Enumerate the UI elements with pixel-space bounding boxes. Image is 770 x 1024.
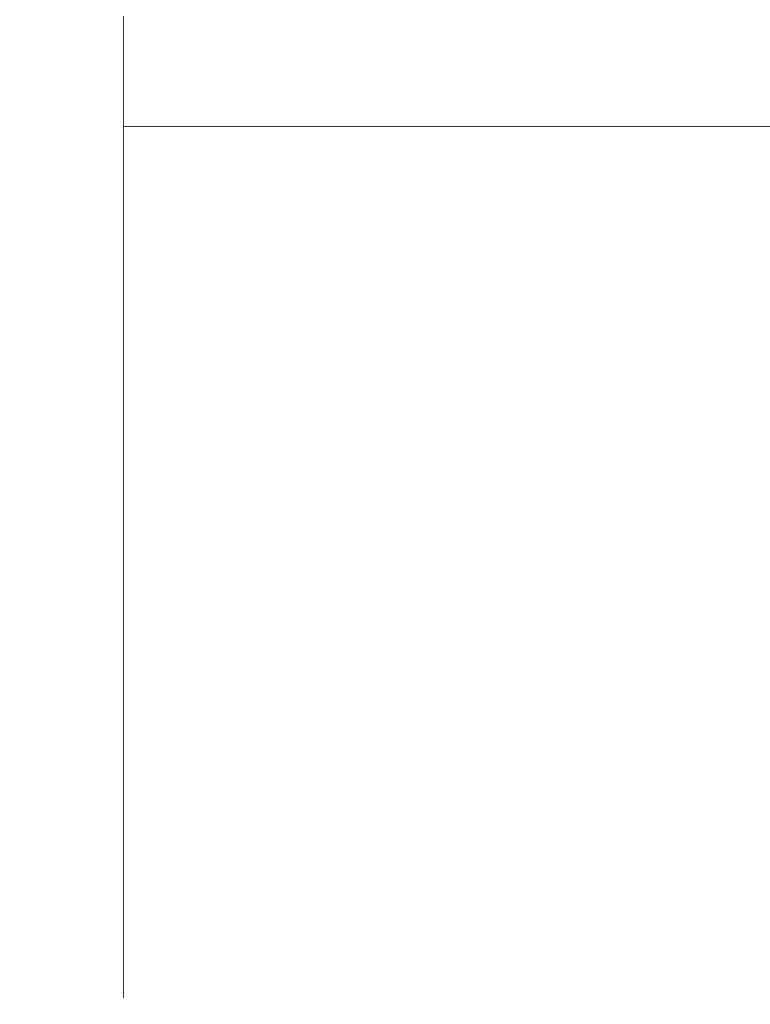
- header-horizontal-rule: [123, 126, 770, 127]
- minutes-body: [137, 143, 767, 157]
- margin-vertical-rule: [123, 16, 124, 998]
